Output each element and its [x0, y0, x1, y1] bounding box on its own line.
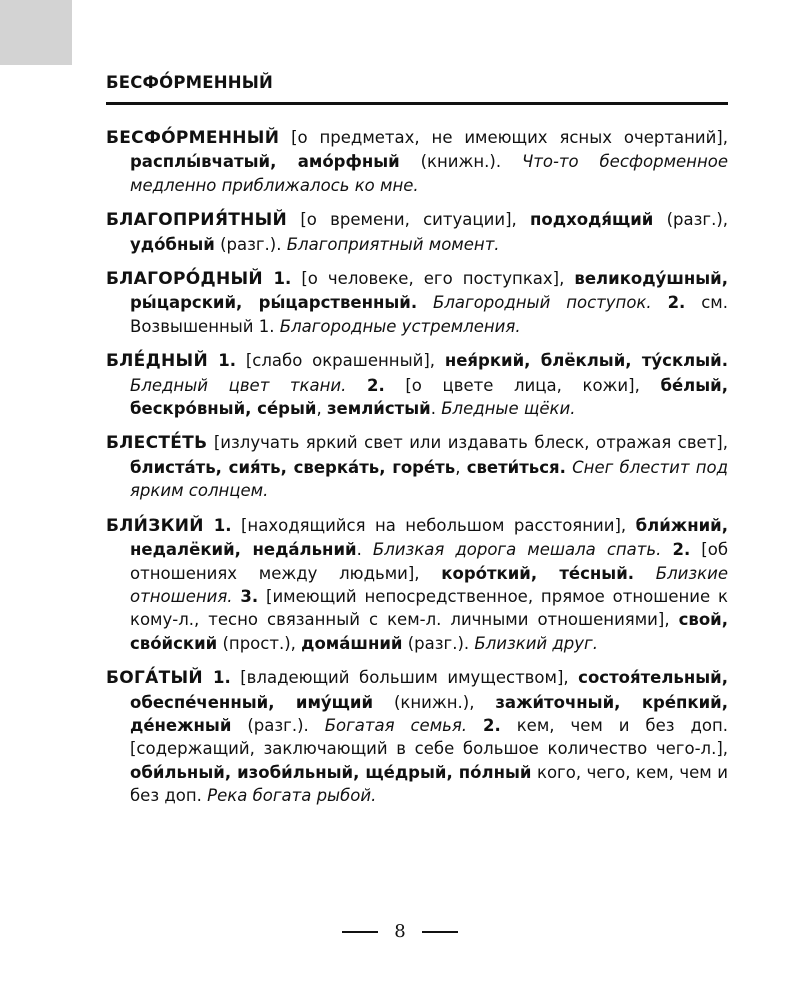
entry-text: (разг.),	[653, 210, 728, 230]
sense-number: 2.	[483, 715, 501, 735]
header-rule	[106, 102, 728, 105]
entry-text: кого, чего, кем, чем и без доп.	[130, 762, 728, 806]
dictionary-entries	[106, 126, 728, 808]
entry-text: [находящийся на небольшом расстоянии],	[231, 515, 636, 535]
headword: БЛЕ́ДНЫЙ	[106, 351, 208, 372]
headword: БЛЕСТЕ́ТЬ	[106, 433, 208, 454]
entry-text: .	[430, 399, 442, 419]
page-number: 8	[394, 921, 406, 942]
usage-example: Богатая семья.	[324, 715, 468, 735]
footer-dash-left	[342, 931, 378, 933]
usage-example: Река богата рыбой.	[207, 786, 377, 806]
entry-text: [владеющий большим имуществом],	[230, 668, 579, 688]
entry-text: [об отношениях между людьми],	[130, 540, 728, 583]
synonym: удо́бный	[130, 234, 215, 254]
entry-text: (разг.).	[402, 633, 475, 653]
entry-text	[467, 716, 483, 735]
headword: БЛИ́ЗКИЙ	[106, 515, 204, 536]
dictionary-entry	[106, 208, 728, 256]
synonym: подходя́щий	[530, 210, 654, 230]
usage-example: Близкий друг.	[474, 633, 598, 653]
page-corner-tab	[0, 0, 72, 65]
entry-text: см. Возвышенный 1.	[130, 293, 728, 336]
headword: БЛАГОРО́ДНЫЙ	[106, 269, 263, 290]
synonym: свой, сво́йский	[130, 610, 728, 653]
entry-text: (книжн.),	[373, 692, 496, 712]
footer-dash-right	[422, 931, 458, 933]
entry-text: [излучать яркий свет или издавать блеск, отражая свет],	[207, 433, 728, 453]
headword: БОГА́ТЫЙ	[106, 668, 203, 689]
sense-number: 1.	[203, 515, 232, 535]
sense-number: 2.	[367, 375, 385, 395]
usage-example: Бледный цвет ткани.	[130, 375, 347, 395]
dictionary-entry	[106, 267, 728, 338]
entry-text: [о человеке, его поступках],	[291, 269, 575, 289]
synonym: коро́ткий, те́сный.	[441, 563, 635, 583]
synonym: оби́льный, изоби́льный, ще́дрый, по́лный	[130, 762, 532, 782]
synonym: свети́ться.	[466, 457, 566, 477]
synonym: зажи́точный, кре́пкий, де́нежный	[130, 692, 729, 735]
entry-text: ,	[316, 399, 327, 419]
sense-number: 1.	[262, 269, 292, 289]
entry-text: [о времени, ситуации],	[287, 210, 531, 230]
entry-text: (разг.).	[231, 715, 325, 735]
dictionary-entry	[106, 431, 728, 502]
sense-number: 2.	[667, 293, 686, 313]
sense-number: 1.	[208, 351, 237, 371]
synonym: расплы́вчатый, амо́рфный	[130, 152, 400, 172]
sense-number: 1.	[202, 668, 231, 688]
synonym: земли́стый	[326, 399, 431, 419]
entry-text	[661, 540, 672, 559]
synonym: бе́лый, бескро́вный, се́рый	[130, 375, 728, 419]
dictionary-entry	[106, 349, 728, 420]
entry-text: кем, чем и без доп. [содержащий, заключающий в себе большое количество чего-л.],	[130, 715, 728, 759]
entry-text: ,	[455, 457, 467, 477]
entry-text: [слабо окрашенный],	[236, 351, 445, 371]
entry-text: [о предметах, не имеющих ясных очертаний],	[279, 128, 728, 147]
synonym: блиста́ть, сия́ть, сверка́ть, горе́ть	[130, 457, 456, 477]
entry-text	[652, 293, 668, 312]
usage-example: Благоприятный момент.	[286, 234, 500, 254]
entry-text: .	[356, 540, 373, 560]
entry-text	[634, 564, 656, 583]
headword: БЕСФО́РМЕННЫЙ	[106, 128, 280, 148]
entry-text: [о цвете лица, кожи],	[384, 375, 661, 395]
dictionary-entry	[106, 666, 728, 807]
entry-text	[417, 293, 433, 312]
dictionary-entry	[106, 126, 728, 197]
usage-example: Благородный поступок.	[433, 293, 652, 313]
entry-text: [имеющий непосредственное, прямое отношение к кому-л., тесно связанный с кем-л. личными отношениями],	[130, 586, 729, 630]
usage-example: Снег блестит под ярким солнцем.	[130, 457, 728, 501]
sense-number: 3.	[240, 586, 259, 606]
entry-text: (прост.),	[217, 633, 302, 653]
synonym: нея́ркий, блёклый, ту́склый.	[444, 351, 728, 371]
synonym: состоя́тельный, обеспе́ченный, иму́щий	[130, 668, 728, 712]
running-head: БЕСФО́РМЕННЫЙ	[106, 73, 274, 92]
entry-text: (книжн.).	[399, 152, 522, 172]
synonym: великоду́шный, ры́царский, ры́царственный.	[130, 269, 728, 313]
usage-example: Близкие отношения.	[130, 563, 728, 606]
sense-number: 2.	[672, 540, 691, 560]
synonym: дома́шний	[301, 633, 403, 653]
entry-text	[346, 376, 367, 395]
usage-example: Близкая дорога мешала спать.	[372, 540, 662, 560]
synonym: бли́жний, недалёкий, неда́льний	[130, 515, 728, 560]
dictionary-entry	[106, 514, 728, 655]
usage-example: Что-то бесформенное медленно приближалось ко мне.	[130, 152, 728, 195]
page-footer	[0, 921, 800, 942]
usage-example: Благородные устремления.	[279, 316, 521, 336]
entry-text: (разг.).	[214, 234, 287, 254]
usage-example: Бледные щёки.	[441, 399, 576, 419]
headword: БЛАГОПРИЯ́ТНЫЙ	[106, 210, 288, 231]
